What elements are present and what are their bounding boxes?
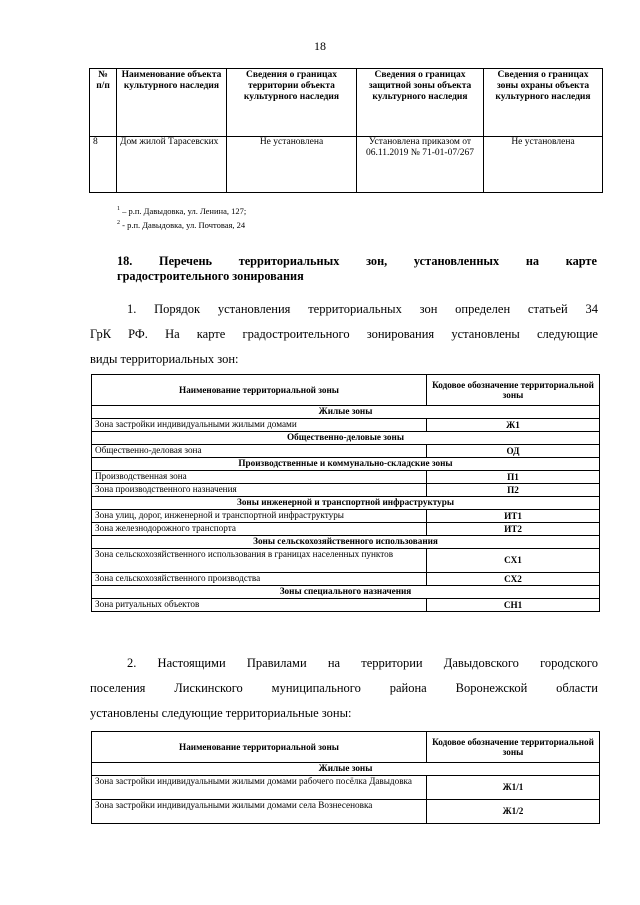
table-row: [90, 137, 603, 193]
table-row: [92, 573, 600, 586]
zone-name: Зона застройки индивидуальными жилыми домами рабочего посёлка Давыдовка: [92, 776, 427, 800]
col-header-zone-code: Кодовое обозначение территориальной зоны: [427, 732, 600, 763]
footnote: $^1$ – р.п. Давыдовка, ул. Ленина, 127;: [117, 205, 247, 216]
table-row: [92, 510, 600, 523]
zone-code: ОД: [427, 445, 600, 458]
footnotes: [117, 203, 246, 231]
zone-name: Зона застройки индивидуальными жилыми домами: [92, 419, 427, 432]
group-title: Зоны инженерной и транспортной инфраструктуры: [92, 497, 600, 510]
table-row: [92, 776, 600, 800]
table-row: [92, 523, 600, 536]
group-title: Жилые зоны: [92, 763, 600, 776]
settlement-zones-table: [91, 731, 600, 824]
group-title: Общественно-деловые зоны: [92, 432, 600, 445]
table-row: [92, 471, 600, 484]
table-group-row: [92, 406, 600, 419]
table-row: [92, 599, 600, 612]
table-row: [92, 445, 600, 458]
table-header-row: [92, 732, 600, 763]
zone-name: Зона производственного назначения: [92, 484, 427, 497]
cultural-heritage-table: [89, 68, 603, 193]
cell-protection-zone: Не установлена: [484, 137, 603, 193]
cell-protective-zone: Установлена приказом от 06.11.2019 № 71-01-07/267: [357, 137, 484, 193]
zone-name: Зона улиц, дорог, инженерной и транспортной инфраструктуры: [92, 510, 427, 523]
section-heading: 18. Перечень территориальных зон, установленных на карте градостроительного зонирования: [117, 254, 597, 283]
table-group-row: [92, 586, 600, 599]
col-header-number: № п/п: [90, 69, 117, 137]
col-header-zone-name: Наименование территориальной зоны: [92, 375, 427, 406]
col-header-object-name: Наименование объекта культурного наследия: [117, 69, 227, 137]
table-group-row: [92, 458, 600, 471]
zone-code: Ж1/2: [427, 800, 600, 824]
table-row: [92, 484, 600, 497]
cell-number: 8: [90, 137, 117, 193]
cell-territory: Не установлена: [227, 137, 357, 193]
cell-object-name: Дом жилой Тарасевских: [117, 137, 227, 193]
zone-code: Ж1: [427, 419, 600, 432]
paragraph-2: 2. Настоящими Правилами на территории Давыдовского городского поселения Лискинского муниципального района Воронежской области установлены следующие территориальные зоны:: [90, 656, 598, 720]
col-header-zone-name: Наименование территориальной зоны: [92, 732, 427, 763]
col-header-protection-zone: Сведения о границах зоны охраны объекта культурного наследия: [484, 69, 603, 137]
group-title: Производственные и коммунально-складские зоны: [92, 458, 600, 471]
table-header-row: [90, 69, 603, 137]
zone-name: Общественно-деловая зона: [92, 445, 427, 458]
group-title: Зоны сельскохозяйственного использования: [92, 536, 600, 549]
table-row: [92, 549, 600, 573]
footnote: $^2$ - р.п. Давыдовка, ул. Почтовая, 24: [117, 219, 246, 230]
zone-code: СХ1: [427, 549, 600, 573]
table-row: [92, 419, 600, 432]
table-group-row: [92, 497, 600, 510]
group-title: Зоны специального назначения: [92, 586, 600, 599]
zone-name: Зона сельскохозяйственного использования в границах населенных пунктов: [92, 549, 427, 573]
col-header-zone-code: Кодовое обозначение территориальной зоны: [427, 375, 600, 406]
paragraph-1: 1. Порядок установления территориальных зон определен статьей 34 ГрК РФ. На карте градостроительного зонирования установлены следующие виды территориальных зон:: [90, 302, 598, 366]
zone-name: Зона железнодорожного транспорта: [92, 523, 427, 536]
group-title: Жилые зоны: [92, 406, 600, 419]
zone-name: Зона ритуальных объектов: [92, 599, 427, 612]
territorial-zones-table: [91, 374, 600, 612]
zone-code: ИТ1: [427, 510, 600, 523]
zone-code: ИТ2: [427, 523, 600, 536]
zone-code: Ж1/1: [427, 776, 600, 800]
zone-code: СН1: [427, 599, 600, 612]
page-number: 18: [314, 39, 326, 53]
col-header-protective-zone: Сведения о границах защитной зоны объекта культурного наследия: [357, 69, 484, 137]
zone-name: Зона сельскохозяйственного производства: [92, 573, 427, 586]
zone-name: Производственная зона: [92, 471, 427, 484]
zone-name: Зона застройки индивидуальными жилыми домами села Вознесеновка: [92, 800, 427, 824]
zone-code: П1: [427, 471, 600, 484]
zone-code: СХ2: [427, 573, 600, 586]
table-row: [92, 800, 600, 824]
table-header-row: [92, 375, 600, 406]
table-group-row: [92, 763, 600, 776]
zone-code: П2: [427, 484, 600, 497]
table-group-row: [92, 432, 600, 445]
table-group-row: [92, 536, 600, 549]
col-header-territory: Сведения о границах территории объекта культурного наследия: [227, 69, 357, 137]
